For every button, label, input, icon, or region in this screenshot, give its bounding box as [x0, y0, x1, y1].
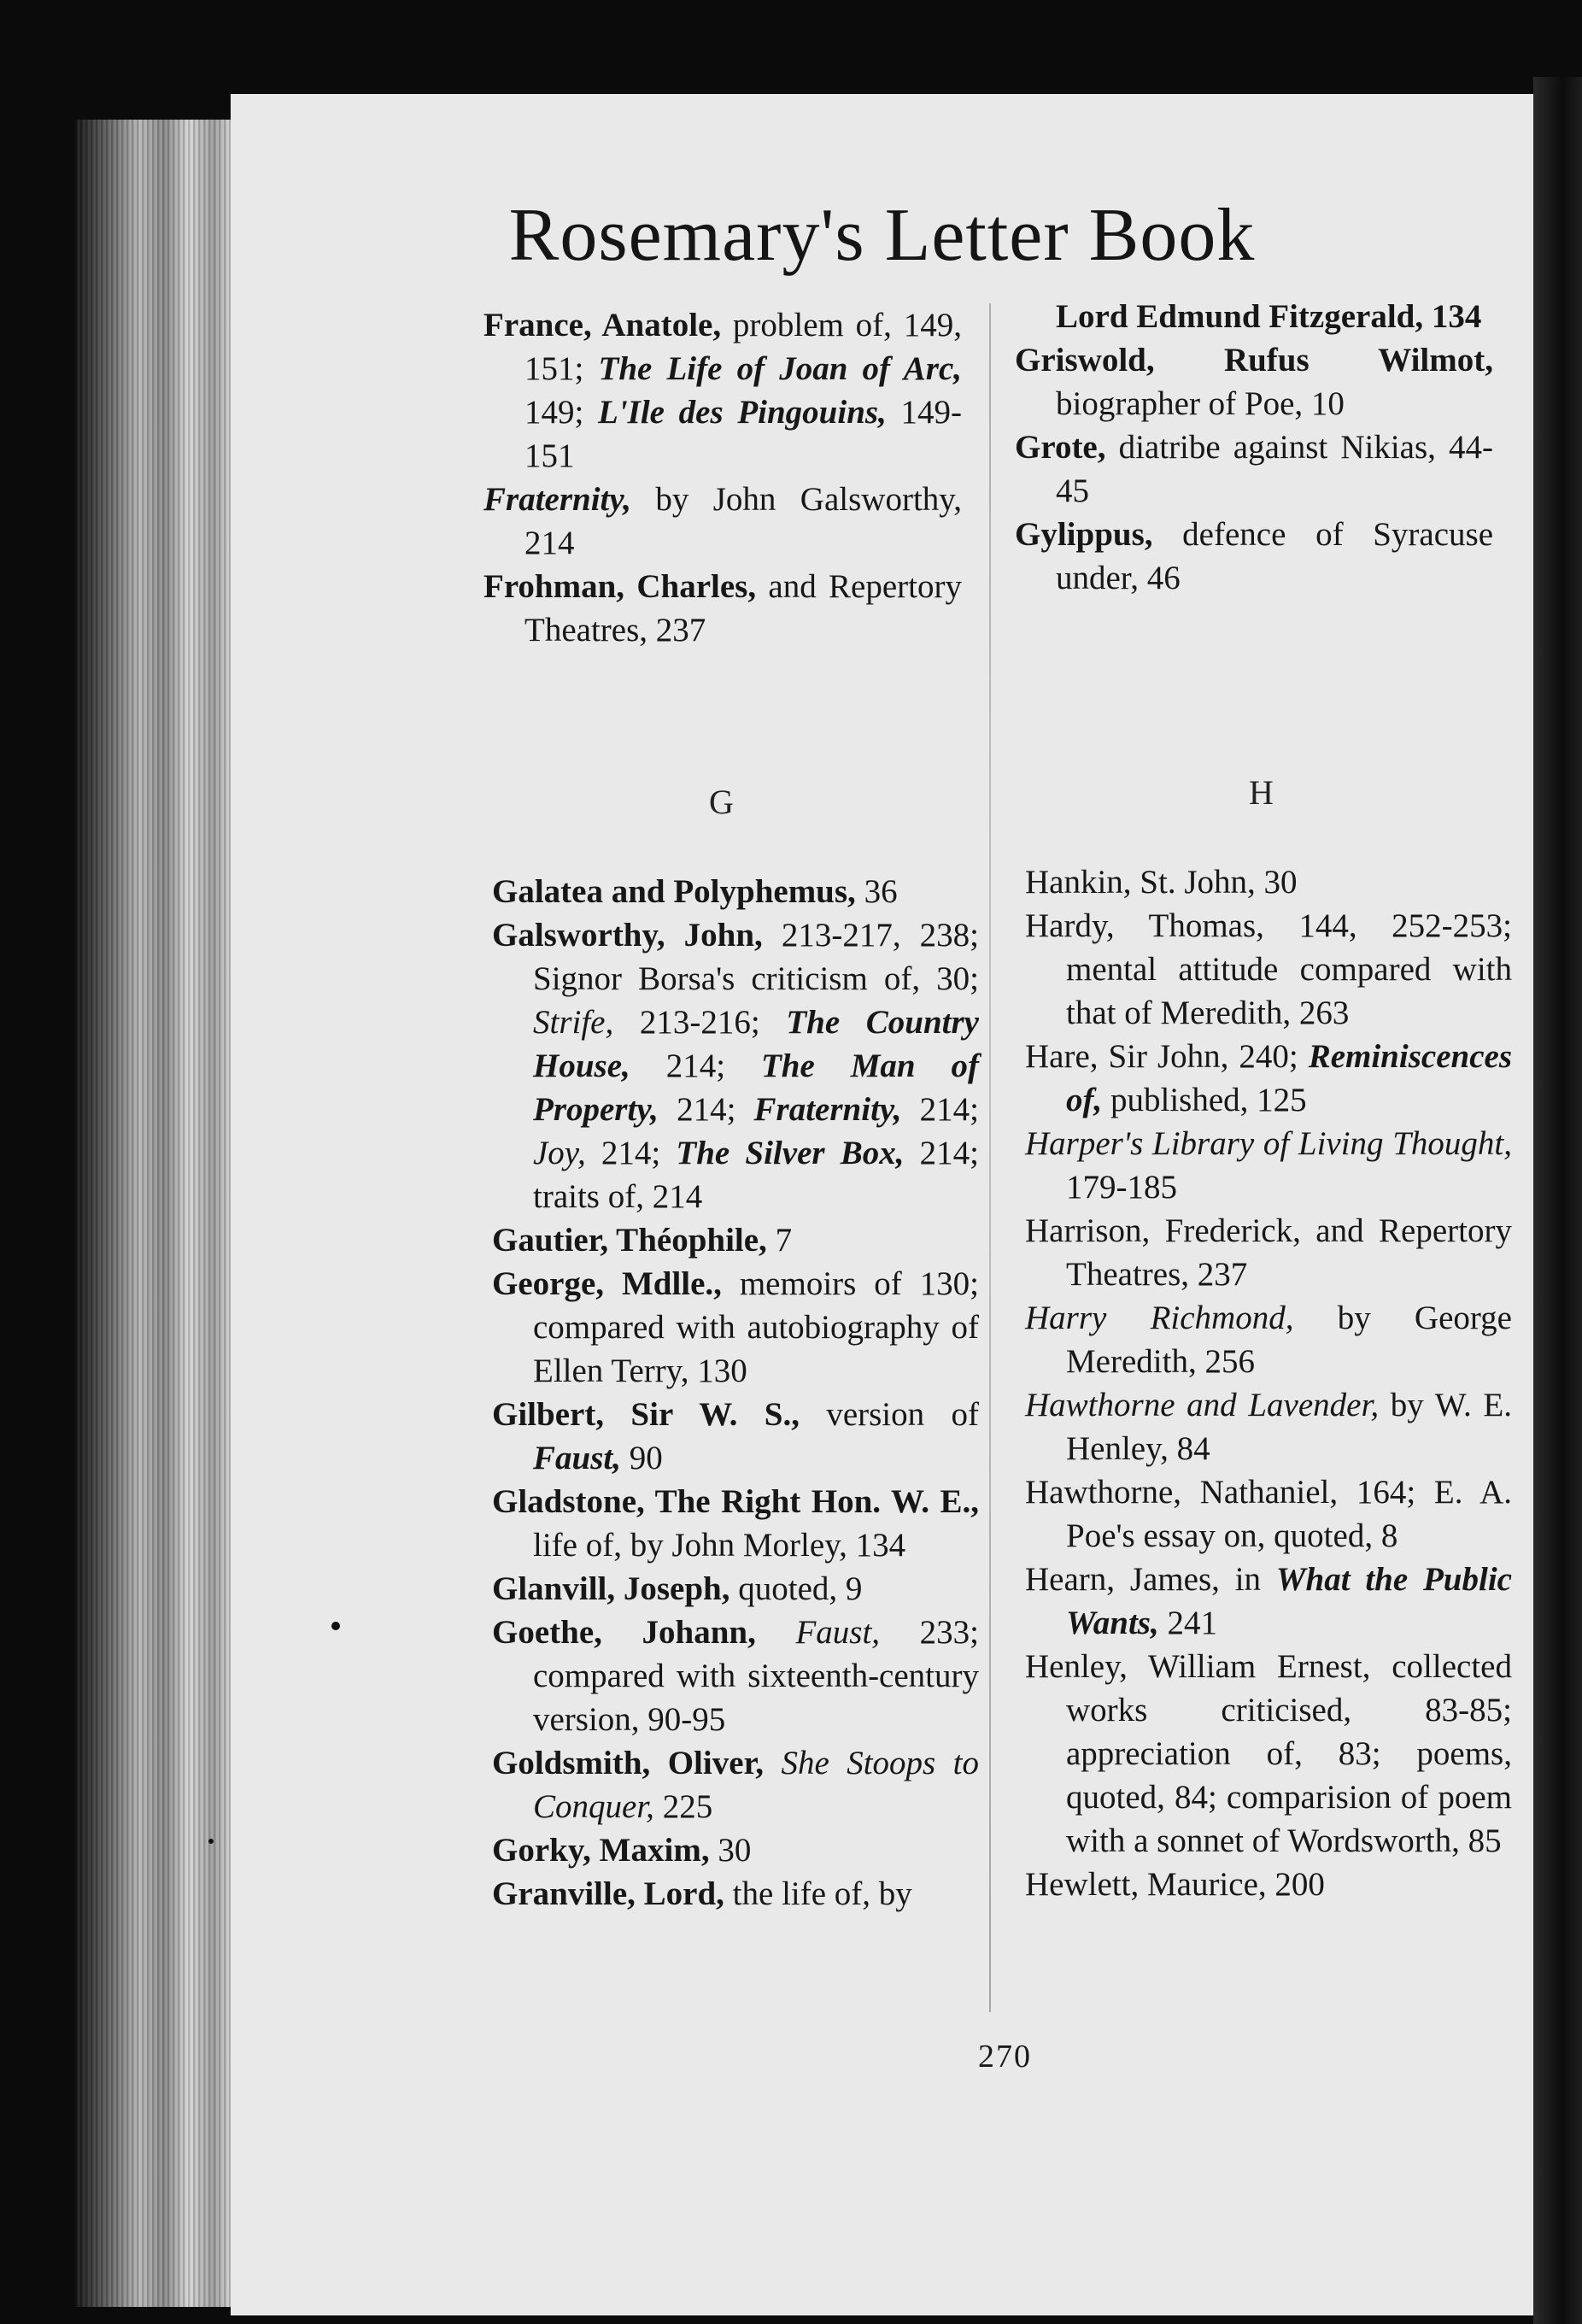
entry-heading: Hewlett, Maurice,	[1025, 1866, 1267, 1903]
entry-work-title: What the Public Wants,	[1066, 1561, 1512, 1641]
index-column-g	[492, 870, 979, 1916]
entry-text: 149-151	[524, 394, 962, 474]
entry-heading: Goethe, Johann,	[492, 1614, 756, 1651]
entry-work-title: Reminiscences of,	[1066, 1038, 1512, 1118]
entry-text: problem of, 149, 151;	[524, 307, 962, 387]
entry-heading: Goldsmith, Oliver,	[492, 1745, 765, 1781]
index-column-top-right	[1015, 295, 1493, 600]
entry-work-title: Faust,	[755, 1614, 881, 1651]
index-entry	[492, 1393, 979, 1480]
entry-text: 214; traits of, 214	[533, 1135, 980, 1215]
entry-heading: Gorky, Maxim,	[492, 1832, 710, 1869]
entry-text: and Repertory Theatres, 237	[1066, 1212, 1512, 1293]
column-divider	[989, 303, 991, 2012]
index-entry	[1015, 338, 1493, 425]
entry-text: 240;	[1228, 1038, 1309, 1075]
entry-text: and Repertory Theatres, 237	[524, 568, 962, 648]
entry-work-title: Harper's Library of Living Thought,	[1025, 1125, 1512, 1162]
index-entry	[492, 1611, 979, 1741]
index-entry	[492, 913, 979, 1218]
index-entry	[492, 1567, 979, 1611]
entry-work-title: Strife,	[533, 1004, 614, 1041]
entry-heading: Granville, Lord,	[492, 1875, 724, 1912]
entry-heading: Glanvill, Joseph,	[492, 1570, 730, 1607]
scan-speck	[331, 1622, 340, 1630]
entry-text: memoirs of 130; compared with autobiography of Ellen Terry, 130	[533, 1265, 979, 1389]
entry-text: biographer of Poe, 10	[1056, 385, 1345, 422]
entry-heading: Hawthorne, Nathaniel,	[1025, 1474, 1339, 1511]
book-binding-edge	[1533, 77, 1582, 2324]
entry-text: by John Galsworthy, 214	[524, 481, 962, 561]
scan-speck	[208, 1839, 214, 1844]
entry-text: 214;	[658, 1091, 754, 1128]
index-column-top-left	[483, 303, 962, 652]
entry-heading: France, Anatole,	[483, 307, 722, 343]
section-letter-h: H	[1249, 773, 1274, 812]
entry-text: 200	[1266, 1866, 1325, 1903]
entry-work-title: The Silver Box,	[676, 1135, 905, 1171]
index-entry	[492, 1828, 979, 1872]
entry-text: 164; E. A. Poe's essay on, quoted, 8	[1066, 1474, 1513, 1554]
entry-work-title: Faust,	[533, 1440, 621, 1476]
entry-text: 214;	[630, 1048, 761, 1084]
entry-work-title: Hawthorne and Lavender,	[1025, 1387, 1380, 1423]
entry-heading: Harrison, Frederick,	[1025, 1212, 1301, 1249]
entry-work-title: Fraternity,	[753, 1091, 902, 1128]
index-entry	[1025, 1470, 1512, 1558]
entry-work-title: She Stoops to Conquer,	[533, 1745, 979, 1825]
index-entry	[483, 565, 962, 652]
entry-text: the life of, by	[724, 1875, 912, 1912]
index-entry	[1025, 1383, 1512, 1470]
index-entry	[1025, 1296, 1512, 1383]
entry-text: life of, by John Morley, 134	[533, 1527, 906, 1564]
entry-heading: Griswold, Rufus Wilmot,	[1015, 342, 1493, 379]
entry-work-title: L'Ile des Pingouins,	[598, 394, 887, 431]
entry-text: 225	[653, 1788, 713, 1825]
entry-text: 179-185	[1066, 1169, 1177, 1206]
index-entry	[1025, 904, 1512, 1035]
entry-heading: Hankin, St. John,	[1025, 864, 1256, 901]
index-column-h	[1025, 860, 1512, 1906]
index-entry	[492, 1741, 979, 1828]
entry-heading: Frohman, Charles,	[483, 568, 757, 605]
index-entry	[492, 870, 979, 913]
index-entry	[483, 303, 962, 478]
entry-work-title: The Country House,	[533, 1004, 979, 1084]
entry-text: defence of Syracuse under, 46	[1056, 516, 1493, 596]
entry-heading: Gylippus,	[1015, 516, 1153, 553]
index-entry	[492, 1480, 979, 1567]
entry-heading: Gautier, Théophile,	[492, 1222, 767, 1259]
entry-text: 7	[766, 1222, 793, 1259]
index-entry	[1025, 1558, 1512, 1645]
entry-text: 241	[1158, 1605, 1217, 1641]
entry-continuation: Lord Edmund Fitzgerald, 134	[1056, 298, 1482, 335]
index-entry	[1015, 425, 1493, 513]
index-entry	[1015, 513, 1493, 600]
index-entry	[1025, 1035, 1512, 1122]
entry-text: quoted, 9	[729, 1570, 863, 1607]
entry-work-title: Fraternity,	[483, 481, 631, 518]
entry-work-title: The Life of Joan of Arc,	[598, 350, 963, 387]
entry-text: 36	[855, 873, 898, 910]
entry-heading: Henley, William Ernest,	[1025, 1648, 1371, 1685]
entry-text: published, 125	[1102, 1082, 1307, 1118]
entry-text: collected works criticised, 83-85; appreciation of, 83; poems, quoted, 84; comparision of poem with a sonnet of Wordsworth, 85	[1066, 1648, 1512, 1859]
entry-text: 213-216;	[613, 1004, 787, 1041]
entry-work-title: Harry Richmond,	[1025, 1300, 1294, 1336]
entry-text: diatribe against Nikias, 44-45	[1056, 429, 1493, 509]
entry-text: 30	[709, 1832, 752, 1869]
index-entry	[1025, 1122, 1512, 1209]
entry-text: 90	[620, 1440, 663, 1476]
entry-text: 214;	[585, 1135, 677, 1171]
index-entry	[483, 478, 962, 565]
entry-work-title: The Man of Property,	[533, 1048, 979, 1128]
entry-text: 214;	[901, 1091, 979, 1128]
entry-text: 30	[1255, 864, 1298, 901]
entry-heading: Galatea and Polyphemus,	[492, 873, 856, 910]
page-edge-stack	[75, 120, 237, 2307]
entry-heading: George, Mdlle.,	[492, 1265, 722, 1302]
index-entry	[1025, 1863, 1512, 1906]
page-number: 270	[978, 2039, 1032, 2075]
entry-work-title: Joy,	[533, 1135, 586, 1171]
section-letter-g: G	[709, 783, 734, 821]
entry-heading: Galsworthy, John,	[492, 917, 763, 954]
entry-heading: Hearn, James,	[1025, 1561, 1220, 1598]
entry-heading: Hardy, Thomas,	[1025, 907, 1264, 944]
index-entry	[492, 1262, 979, 1393]
entry-text: 233; compared with sixteenth-century version, 90-95	[533, 1614, 980, 1738]
entry-text: version of	[799, 1396, 979, 1433]
entry-heading: Grote,	[1015, 429, 1106, 466]
entry-heading: Hare, Sir John,	[1025, 1038, 1229, 1075]
entry-text: 144, 252-253; mental attitude compared with that of Meredith, 263	[1066, 907, 1512, 1031]
entry-text: in	[1219, 1561, 1276, 1598]
running-head-title: Rosemary's Letter Book	[508, 194, 1256, 277]
entry-heading: Gladstone, The Right Hon. W. E.,	[492, 1483, 979, 1520]
entry-text: 149;	[524, 394, 599, 431]
entry-heading: Gilbert, Sir W. S.,	[492, 1396, 800, 1433]
index-entry	[1025, 1645, 1512, 1863]
entry-text: by W. E. Henley, 84	[1066, 1387, 1512, 1467]
entry-text: by George Meredith, 256	[1066, 1300, 1512, 1380]
index-entry	[492, 1218, 979, 1262]
index-entry	[1025, 1209, 1512, 1296]
index-entry	[492, 1872, 979, 1916]
index-entry	[1025, 860, 1512, 904]
entry-text: 213-217, 238; Signor Borsa's criticism of, 30;	[533, 917, 979, 997]
